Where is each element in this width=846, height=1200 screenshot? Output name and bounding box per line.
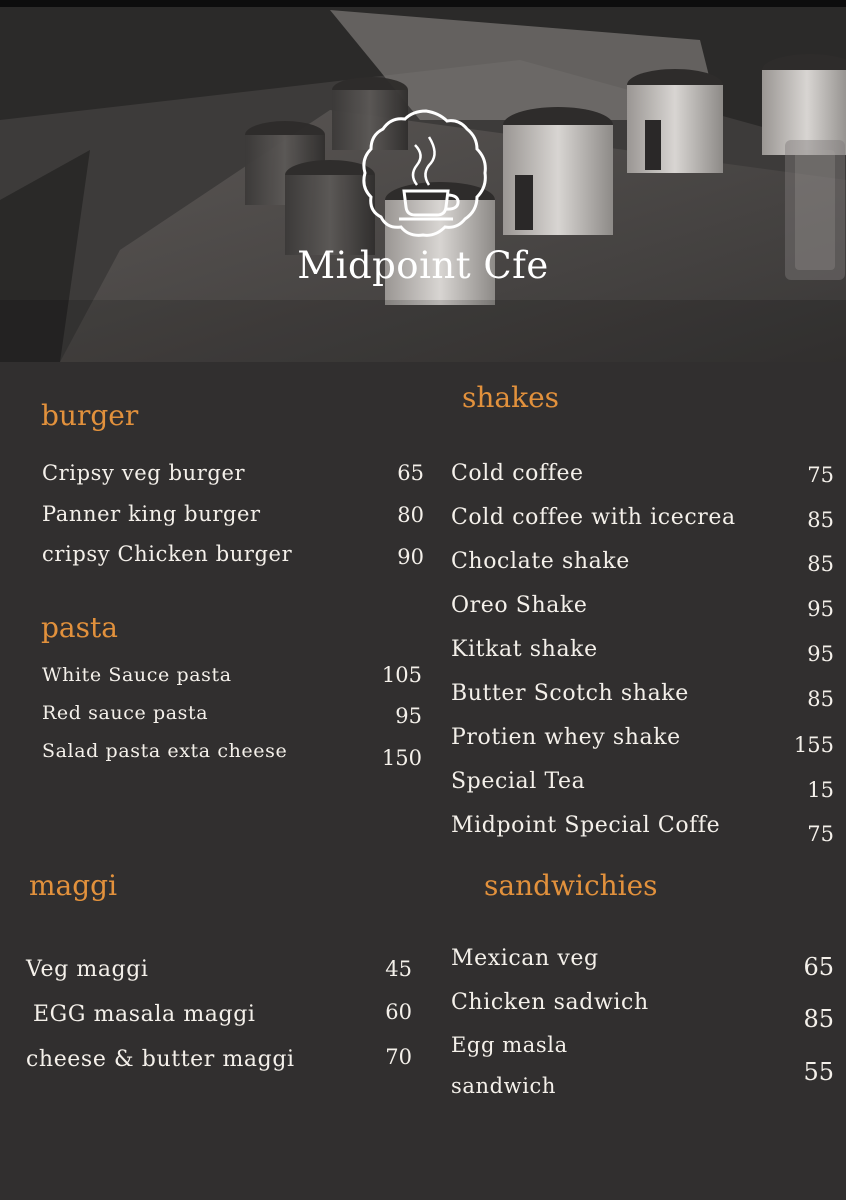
menu-item-price: 150 (381, 746, 422, 770)
menu-item-price: 60 (385, 1000, 412, 1024)
section-title-maggi: maggi (29, 869, 118, 902)
coffee-cup-icon (359, 107, 493, 241)
menu-item-name: Veg maggi (26, 957, 149, 982)
menu-item-price: 155 (793, 733, 834, 757)
menu-item-price: 45 (385, 957, 412, 981)
menu-item-name: Kitkat shake (451, 637, 598, 662)
menu-item-price: 75 (807, 822, 834, 846)
menu-item-name: EGG masala maggi (33, 1002, 256, 1027)
menu-item-name: cheese & butter maggi (26, 1047, 295, 1072)
menu-item-price: 105 (381, 663, 422, 687)
menu-item-price: 95 (395, 704, 422, 728)
menu-item-name: Cripsy veg burger (42, 461, 246, 485)
menu-item-price: 70 (385, 1045, 412, 1069)
menu-item-price: 85 (807, 508, 834, 532)
menu-item-name: Panner king burger (42, 502, 261, 526)
menu-item-price: 65 (397, 461, 424, 485)
menu-item-name: Cold coffee with icecrea (451, 505, 736, 530)
menu-item-name-line2: sandwich (451, 1074, 557, 1098)
section-title-burger: burger (41, 399, 139, 432)
menu-item-price: 85 (807, 552, 834, 576)
menu-item-name: Chicken sadwich (451, 990, 649, 1015)
menu-item-price: 75 (807, 463, 834, 487)
menu-item-name: Mexican veg (451, 946, 599, 971)
menu-item-price: 95 (807, 642, 834, 666)
section-title-shakes: shakes (462, 381, 560, 414)
menu-item-price: 65 (803, 953, 834, 981)
section-title-sandwichies: sandwichies (484, 869, 658, 902)
menu-item-name: Cold coffee (451, 461, 584, 486)
menu-item-price: 80 (397, 503, 424, 527)
header-photo (0, 0, 846, 362)
menu-item-price: 95 (807, 597, 834, 621)
menu-item-name: Red sauce pasta (42, 702, 209, 724)
menu-item-name: White Sauce pasta (42, 664, 232, 686)
menu-item-price: 90 (397, 545, 424, 569)
menu-item-price: 85 (803, 1005, 834, 1033)
top-bar (0, 0, 846, 7)
menu-item-price: 85 (807, 687, 834, 711)
menu-item-price: 55 (803, 1058, 834, 1086)
menu-item-name: Butter Scotch shake (451, 681, 689, 706)
menu-item-name: Oreo Shake (451, 593, 588, 618)
menu-item-name: Salad pasta exta cheese (42, 740, 288, 762)
menu-item-name: Egg masla (451, 1033, 568, 1057)
menu-item-name: Choclate shake (451, 549, 630, 574)
section-title-pasta: pasta (41, 611, 118, 644)
menu-item-price: 15 (807, 778, 834, 802)
menu-item-name: Special Tea (451, 769, 586, 794)
menu-item-name: Midpoint Special Coffe (451, 813, 721, 838)
menu-item-name: Protien whey shake (451, 725, 681, 750)
cafe-name: Midpoint Cfe (297, 244, 549, 287)
menu-item-name: cripsy Chicken burger (42, 542, 293, 566)
